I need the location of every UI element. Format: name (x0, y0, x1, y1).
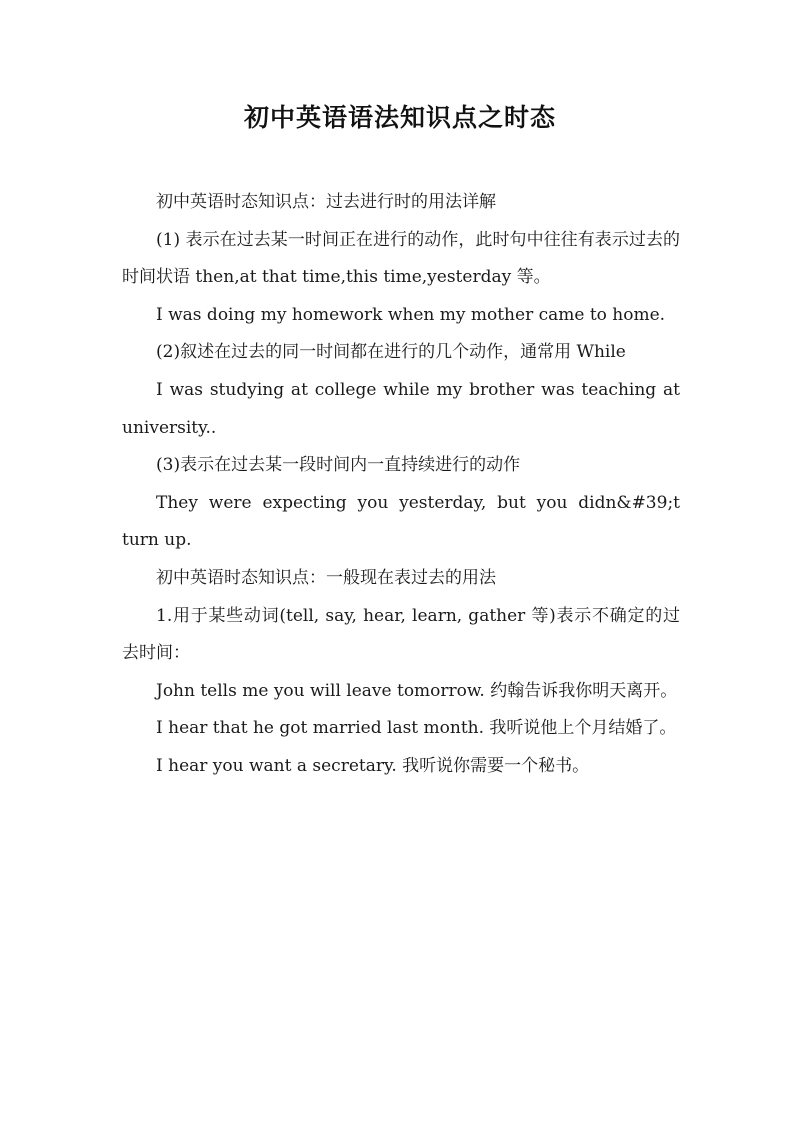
paragraph: 1.用于某些动词(tell, say, hear, learn, gather 等)表示不确定的过去时间： (122, 605, 680, 664)
paragraph: (2)叙述在过去的同一时间都在进行的几个动作，通常用 While (156, 342, 626, 363)
paragraph: I hear you want a secretary. 我听说你需要一个秘书。 (156, 755, 590, 776)
document-body (122, 184, 680, 786)
paragraph: They were expecting you yesterday, but you didn&#39;t turn up. (122, 492, 680, 551)
paragraph: (3)表示在过去某一段时间内一直持续进行的动作 (156, 455, 521, 476)
paragraph: (1) 表示在过去某一时间正在进行的动作，此时句中往往有表示过去的时间状语 then,at that time,this time,yesterday 等。 (122, 229, 680, 288)
paragraph: John tells me you will leave tomorrow. 约翰告诉我你明天离开。 (156, 680, 678, 701)
document-title: 初中英语语法知识点之时态 (243, 103, 556, 132)
paragraph: I was doing my homework when my mother came to home. (156, 304, 666, 325)
paragraph: I was studying at college while my brother was teaching at university.. (122, 379, 680, 438)
paragraph: I hear that he got married last month. 我听说他上个月结婚了。 (156, 718, 677, 739)
paragraph: 初中英语时态知识点：一般现在表过去的用法 (156, 567, 496, 588)
paragraph: 初中英语时态知识点：过去进行时的用法详解 (156, 192, 496, 212)
